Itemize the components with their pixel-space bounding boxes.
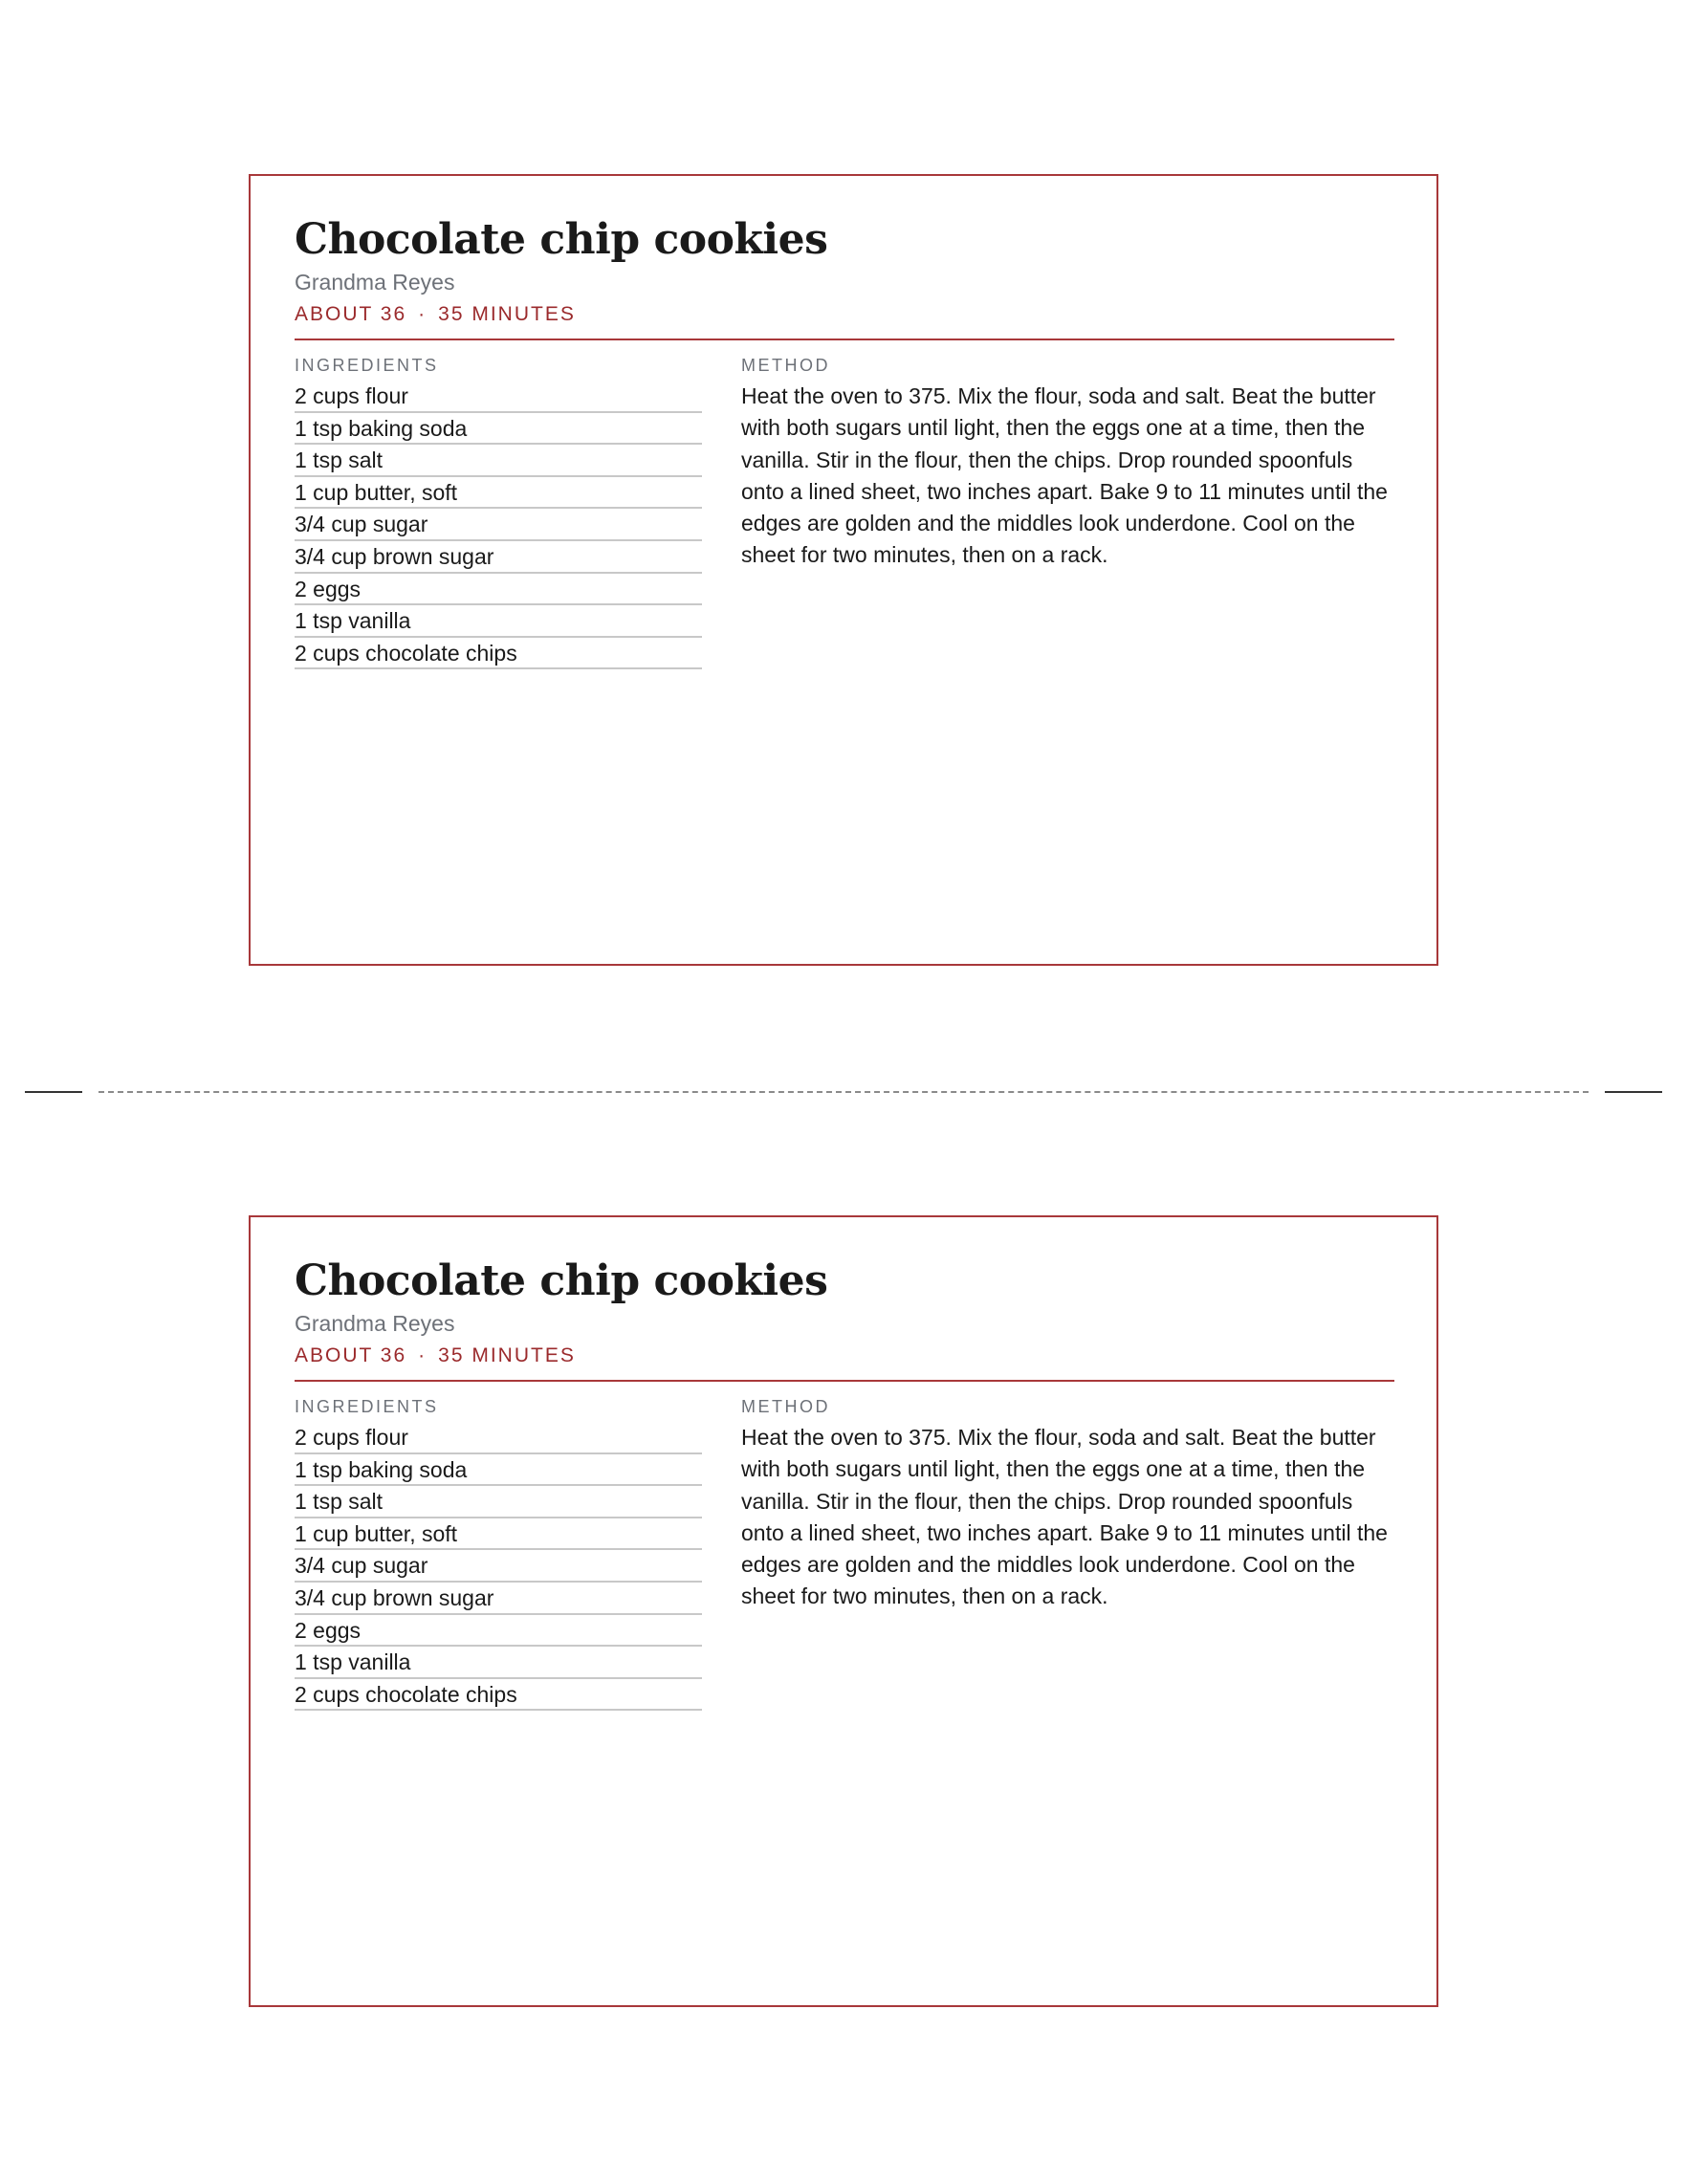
cut-line <box>0 1091 1688 1093</box>
meta-separator: · <box>418 1344 427 1366</box>
ingredient-item: 2 eggs <box>295 1615 702 1648</box>
recipe-meta <box>295 1342 1394 1370</box>
ingredients-section <box>295 354 702 669</box>
ingredients-heading: INGREDIENTS <box>295 1397 439 1416</box>
recipe-author: Grandma Reyes <box>295 1311 455 1336</box>
ingredients-list <box>295 381 702 669</box>
method-heading: METHOD <box>741 356 830 375</box>
ingredients-section <box>295 1395 702 1711</box>
ingredient-item: 1 tsp vanilla <box>295 605 702 638</box>
method-section <box>741 1395 1401 1613</box>
recipe-card-content <box>295 1256 1394 1707</box>
ingredient-item: 3/4 cup brown sugar <box>295 1583 702 1615</box>
cut-mark-left <box>25 1091 82 1093</box>
ingredient-item: 1 tsp baking soda <box>295 413 702 446</box>
recipe-time: 35 MINUTES <box>438 1344 576 1366</box>
cut-dashed-line <box>99 1091 1589 1093</box>
ingredient-item: 1 tsp salt <box>295 445 702 477</box>
recipe-title: Chocolate chip cookies <box>295 1256 828 1305</box>
ingredient-item: 1 tsp baking soda <box>295 1454 702 1487</box>
recipe-card <box>249 1215 1438 2007</box>
ingredient-item: 1 tsp vanilla <box>295 1647 702 1679</box>
method-text: Heat the oven to 375. Mix the flour, soda and salt. Beat the butter with both sugars until light, then the eggs one at a time, then the vanilla. Stir in the flour, then the chips. Drop rounded spoonfuls onto a lined sheet, two inches apart. Bake 9 to 11 minutes until the edges are golden and the middles look underdone. Cool on the sheet for two minutes, then on a rack. <box>741 383 1388 568</box>
method-section <box>741 354 1401 572</box>
ingredients-heading: INGREDIENTS <box>295 356 439 375</box>
ingredient-item: 2 cups chocolate chips <box>295 1679 702 1712</box>
ingredient-item: 3/4 cup sugar <box>295 509 702 541</box>
meta-separator: · <box>418 303 427 325</box>
recipe-card <box>249 174 1438 966</box>
header-divider <box>295 339 1394 340</box>
ingredient-item: 2 cups flour <box>295 381 702 413</box>
ingredient-item: 2 cups flour <box>295 1422 702 1454</box>
ingredient-item: 3/4 cup sugar <box>295 1550 702 1583</box>
header-divider <box>295 1380 1394 1382</box>
recipe-yield: ABOUT 36 <box>295 1344 407 1366</box>
method-heading: METHOD <box>741 1397 830 1416</box>
recipe-meta <box>295 300 1394 329</box>
ingredient-item: 1 cup butter, soft <box>295 1518 702 1551</box>
ingredient-item: 3/4 cup brown sugar <box>295 541 702 574</box>
recipe-title: Chocolate chip cookies <box>295 215 828 264</box>
method-text: Heat the oven to 375. Mix the flour, soda and salt. Beat the butter with both sugars until light, then the eggs one at a time, then the vanilla. Stir in the flour, then the chips. Drop rounded spoonfuls onto a lined sheet, two inches apart. Bake 9 to 11 minutes until the edges are golden and the middles look underdone. Cool on the sheet for two minutes, then on a rack. <box>741 1425 1388 1609</box>
ingredient-item: 1 tsp salt <box>295 1486 702 1518</box>
recipe-card-content <box>295 214 1394 666</box>
ingredient-item: 2 cups chocolate chips <box>295 638 702 670</box>
ingredients-list <box>295 1422 702 1711</box>
ingredient-item: 2 eggs <box>295 574 702 606</box>
recipe-time: 35 MINUTES <box>438 303 576 325</box>
recipe-author: Grandma Reyes <box>295 270 455 295</box>
ingredient-item: 1 cup butter, soft <box>295 477 702 510</box>
recipe-yield: ABOUT 36 <box>295 303 407 325</box>
cut-mark-right <box>1605 1091 1662 1093</box>
